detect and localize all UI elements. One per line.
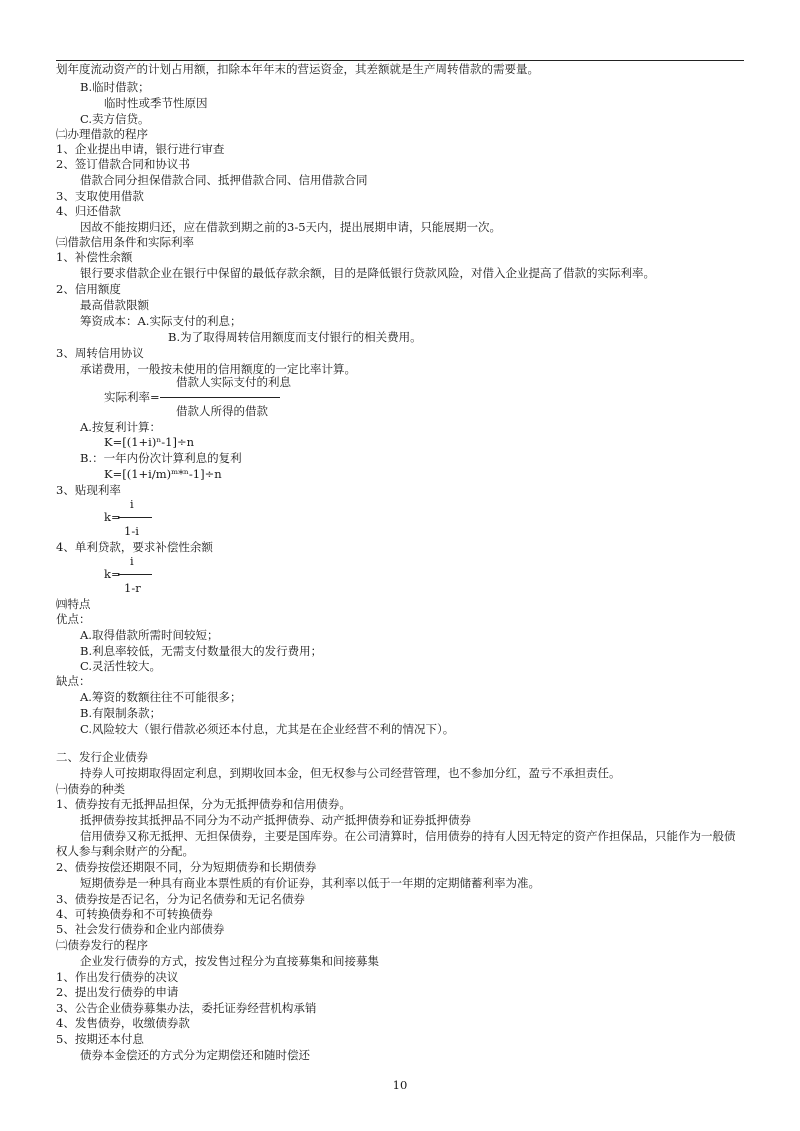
formula-label: 实际利率= <box>104 390 160 404</box>
section-heading: ㈣特点 <box>56 597 91 611</box>
text-line: 承诺费用，一般按未使用的信用额度的一定比率计算。 <box>80 362 356 376</box>
section-heading: ㈡办理借款的程序 <box>56 127 148 141</box>
text-line: C.灵活性较大。 <box>80 659 162 673</box>
text-line: 2、信用额度 <box>56 282 121 296</box>
section-heading: ㈡债券发行的程序 <box>56 938 148 952</box>
text-line: B.利息率较低，无需支付数量很大的发行费用； <box>80 644 323 658</box>
text-line: 4、发售债券，收缴债券款 <box>56 1016 190 1030</box>
text-line: 临时性或季节性原因 <box>104 96 208 110</box>
formula-label: k= <box>104 510 121 524</box>
page-number: 10 <box>392 1078 408 1092</box>
text-line: 3、贴现利率 <box>56 483 121 497</box>
text-line: 借款合同分担保借款合同、抵押借款合同、信用借款合同 <box>80 173 368 187</box>
formula-denominator: 1-r <box>124 581 141 595</box>
formula-line: K=[(1+i/m)ᵐ*ⁿ-1]÷n <box>104 467 222 481</box>
text-line: 1、补偿性余额 <box>56 250 133 264</box>
text-line: 债券本金偿还的方式分为定期偿还和随时偿还 <box>80 1048 310 1062</box>
formula-numerator: 借款人实际支付的利息 <box>176 375 291 389</box>
text-line: B.有限制条款； <box>80 706 162 720</box>
fraction-bar <box>118 517 152 518</box>
text-line: 5、社会发行债券和企业内部债券 <box>56 922 225 936</box>
text-line: 持券人可按期取得固定利息，到期收回本金，但无权参与公司经营管理，也不参加分红，盈亏不承担责任。 <box>80 766 621 780</box>
formula-denominator: 借款人所得的借款 <box>176 404 268 418</box>
text-line: B.为了取得周转信用额度而支付银行的相关费用。 <box>168 330 422 344</box>
text-line: 5、按期还本付息 <box>56 1032 144 1046</box>
text-line: 筹资成本：A.实际支付的利息； <box>80 314 242 328</box>
text-line: 3、支取使用借款 <box>56 189 144 203</box>
formula-line: K=[(1+i)ⁿ-1]÷n <box>104 435 195 449</box>
text-line: 1、债券按有无抵押品担保，分为无抵押债券和信用债券。 <box>56 797 351 811</box>
text-line: 4、可转换债券和不可转换债券 <box>56 907 213 921</box>
header-rule <box>56 60 744 61</box>
text-line: 优点： <box>56 612 91 626</box>
text-line: B.：一年内份次计算利息的复利 <box>80 451 242 465</box>
formula-denominator: 1-i <box>124 524 139 538</box>
fraction-bar <box>118 574 152 575</box>
text-line: C.卖方信贷。 <box>80 112 150 126</box>
text-line: 3、公告企业债券募集办法，委托证券经营机构承销 <box>56 1001 317 1015</box>
text-line: A.按复利计算： <box>80 420 161 434</box>
text-line: B.临时借款； <box>80 80 150 94</box>
text-line: A.筹资的数额往往不可能很多； <box>80 690 242 704</box>
text-line: 2、债券按偿还期限不同，分为短期债券和长期债券 <box>56 860 317 874</box>
text-line: 4、单利贷款，要求补偿性余额 <box>56 540 213 554</box>
formula-numerator: i <box>130 497 134 511</box>
text-line: 3、债券按是否记名，分为记名债券和无记名债券 <box>56 892 305 906</box>
text-line: 3、周转信用协议 <box>56 346 144 360</box>
fraction-bar <box>160 397 280 398</box>
text-line: 最高借款限额 <box>80 298 149 312</box>
text-line: 因故不能按期归还，应在借款到期之前的3-5天内，提出展期申请，只能展期一次。 <box>80 220 502 234</box>
text-line: 抵押债券按其抵押品不同分为不动产抵押债券、动产抵押债券和证券抵押债券 <box>80 813 471 827</box>
text-line: 银行要求借款企业在银行中保留的最低存款余额，目的是降低银行贷款风险，对借入企业提高了借款的实际利率。 <box>80 266 655 280</box>
text-line: 1、作出发行债券的决议 <box>56 970 179 984</box>
section-heading: 二、发行企业债券 <box>56 750 148 764</box>
text-line: 1、企业提出申请，银行进行审查 <box>56 142 225 156</box>
text-line: 短期债券是一种具有商业本票性质的有价证券，其利率以低于一年期的定期储蓄利率为准。 <box>80 876 540 890</box>
text-line: 2、签订借款合同和协议书 <box>56 157 190 171</box>
text-line: 4、归还借款 <box>56 204 121 218</box>
text-line: 划年度流动资产的计划占用额，扣除本年年末的营运资金，其差额就是生产周转借款的需要量。 <box>56 62 539 76</box>
text-paragraph: 信用债券又称无抵押、无担保债券，主要是国库券。在公司清算时，信用债券的持有人因无特定的资产作担保品，只能作为一般债权人参与剩余财产的分配。 <box>56 829 736 858</box>
formula-numerator: i <box>130 554 134 568</box>
section-heading: ㈢借款信用条件和实际利率 <box>56 235 194 249</box>
section-heading: ㈠债券的种类 <box>56 782 125 796</box>
text-line: C.风险较大（银行借款必须还本付息，尤其是在企业经营不利的情况下）。 <box>80 722 455 736</box>
text-line: 企业发行债券的方式，按发售过程分为直接募集和间接募集 <box>80 954 379 968</box>
text-line: 缺点： <box>56 674 91 688</box>
formula-label: k= <box>104 567 121 581</box>
text-line: 2、提出发行债券的申请 <box>56 985 179 999</box>
text-line: A.取得借款所需时间较短； <box>80 628 219 642</box>
